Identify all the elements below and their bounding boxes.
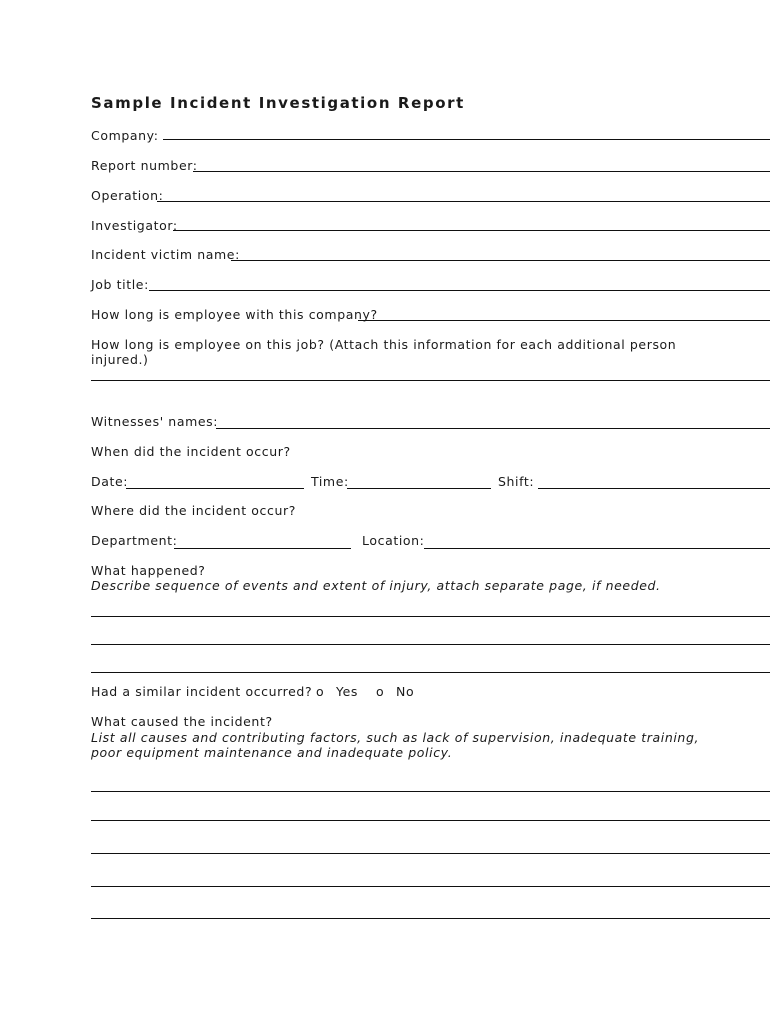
location-label: Location: (362, 533, 425, 548)
what-happened-line-2[interactable] (91, 644, 770, 645)
yes-option-radio[interactable]: o (316, 684, 325, 699)
company-label: Company: (91, 128, 159, 143)
cause-hint: List all causes and contributing factors, such as lack of supervision, inadequate training, (91, 730, 700, 745)
witnesses-field[interactable] (216, 428, 770, 429)
date-field[interactable] (126, 488, 304, 489)
company-field[interactable] (163, 139, 770, 140)
date-label: Date: (91, 474, 129, 489)
tenure-company-field[interactable] (358, 320, 770, 321)
where-label: Where did the incident occur? (91, 503, 296, 518)
what-happened-line-1[interactable] (91, 616, 770, 617)
job-title-field[interactable] (149, 290, 770, 291)
tenure-job-field[interactable] (91, 380, 770, 381)
shift-label: Shift: (498, 474, 535, 489)
tenure-job-label-cont: injured.) (91, 352, 149, 367)
cause-line-3[interactable] (91, 853, 770, 854)
no-option-radio[interactable]: o (376, 684, 385, 699)
tenure-job-label: How long is employee on this job? (Attach this information for each additional person (91, 337, 677, 352)
what-happened-line-3[interactable] (91, 672, 770, 673)
tenure-company-label: How long is employee with this company? (91, 307, 378, 322)
what-happened-label: What happened? (91, 563, 206, 578)
investigator-field[interactable] (173, 230, 770, 231)
cause-line-5[interactable] (91, 918, 770, 919)
time-label: Time: (311, 474, 349, 489)
cause-label: What caused the incident? (91, 714, 273, 729)
victim-name-label: Incident victim name: (91, 247, 240, 262)
cause-line-1[interactable] (91, 791, 770, 792)
similar-incident-label: Had a similar incident occurred? (91, 684, 313, 699)
cause-line-4[interactable] (91, 886, 770, 887)
operation-field[interactable] (157, 201, 770, 202)
witnesses-label: Witnesses' names: (91, 414, 219, 429)
shift-field[interactable] (538, 488, 770, 489)
no-option-label: No (396, 684, 415, 699)
operation-label: Operation: (91, 188, 164, 203)
when-label: When did the incident occur? (91, 444, 291, 459)
cause-hint-cont: poor equipment maintenance and inadequate policy. (91, 745, 453, 760)
what-happened-hint: Describe sequence of events and extent of injury, attach separate page, if needed. (91, 578, 661, 593)
page-title: Sample Incident Investigation Report (91, 94, 465, 112)
job-title-label: Job title: (91, 277, 149, 292)
department-field[interactable] (174, 548, 351, 549)
report-number-field[interactable] (193, 171, 770, 172)
department-label: Department: (91, 533, 178, 548)
investigator-label: Investigator: (91, 218, 178, 233)
location-field[interactable] (424, 548, 770, 549)
yes-option-label: Yes (336, 684, 358, 699)
cause-line-2[interactable] (91, 820, 770, 821)
report-number-label: Report number: (91, 158, 198, 173)
time-field[interactable] (347, 488, 491, 489)
victim-name-field[interactable] (231, 260, 770, 261)
